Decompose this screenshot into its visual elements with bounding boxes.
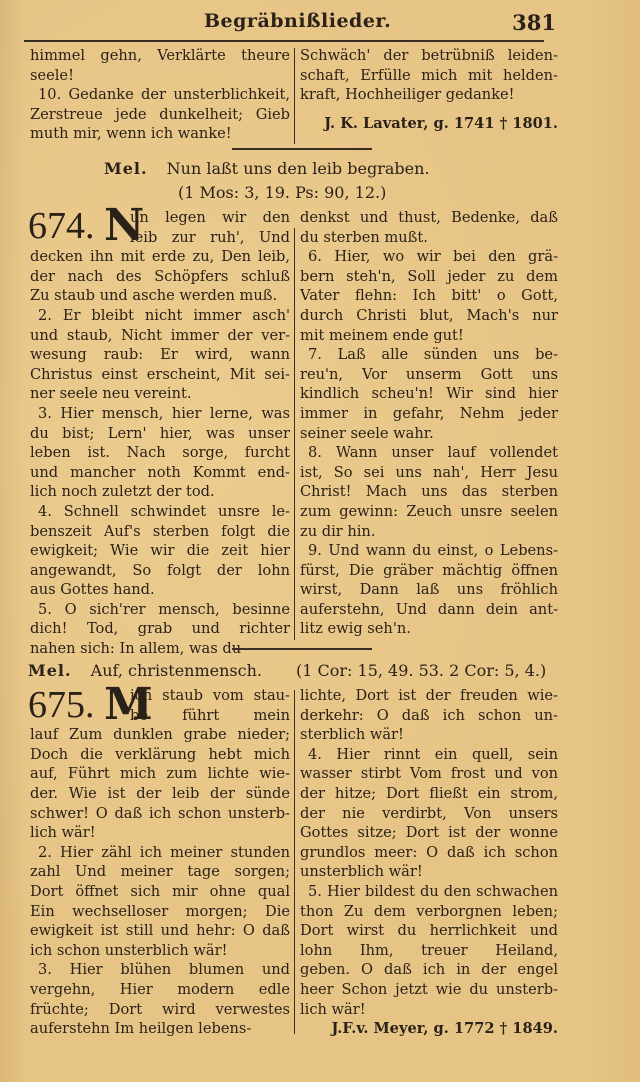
text-line: derkehr: O daß ich schon un- [300, 706, 558, 724]
text-line: wirst, Dann laß uns fröhlich [300, 581, 558, 599]
text-line: du bist; Lern' hier, was unser [30, 424, 290, 442]
text-line: seele! [30, 66, 74, 84]
text-line: leben ist. Nach sorge, furcht [30, 444, 290, 462]
text-line: 3. Hier blühen blumen und [38, 961, 290, 979]
text-line: Zu staub und asche werden muß. [30, 287, 278, 305]
text-line: reu'n, Vor unserm Gott uns [300, 365, 558, 383]
text-line: kraft, Hochheiliger gedanke! [300, 86, 515, 104]
text-line: fürst, Die gräber mächtig öffnen [300, 561, 558, 579]
text-line: Vater flehn: Ich bitt' o Gott, [300, 287, 558, 305]
text-line: lich wär! [30, 824, 96, 842]
text-line: litz ewig seh'n. [300, 620, 411, 638]
author-attribution: J. K. Lavater, g. 1741 † 1801. [324, 115, 558, 132]
text-line: ner seele neu vereint. [30, 385, 192, 403]
text-line: Christus einst erscheint, Mit sei- [30, 365, 290, 383]
text-line: Zerstreue jede dunkelheit; Gieb [30, 105, 290, 123]
text-line: 5. Hier bildest du den schwachen [308, 882, 558, 900]
text-line: grundlos meer: O daß ich schon [300, 843, 558, 861]
text-line: Christ! Mach uns das sterben [300, 483, 558, 501]
text-line: be führt mein [130, 706, 290, 724]
melody-line-675 [28, 661, 262, 680]
text-line: unsterblich wär! [300, 863, 423, 881]
text-line: 10. Gedanke der unsterblichkeit, [38, 86, 290, 104]
text-line: angewandt, So folgt der lohn [30, 561, 290, 579]
text-line: 7. Laß alle sünden uns be- [308, 346, 558, 364]
text-line: 2. Er bleibt nicht immer asch' [38, 306, 290, 324]
text-line: lohn Ihm, treuer Heiland, [300, 941, 558, 959]
section-rule [232, 148, 372, 150]
text-line: seiner seele wahr. [300, 424, 434, 442]
prev-hymn-author-block [300, 114, 558, 134]
melody-label: Mel. [104, 159, 148, 178]
text-line: du sterben mußt. [300, 228, 428, 246]
column-divider [294, 690, 295, 1034]
text-line: ich staub vom stau- [130, 687, 290, 704]
text-line: himmel gehn, Verklärte theure [30, 47, 290, 64]
text-line: ich schon unsterblich wär! [30, 941, 228, 959]
text-line: vergehn, Hier modern edle [30, 980, 290, 998]
text-line: Dort öffnet sich mir ohne qual [30, 882, 290, 900]
melody-title: Auf, christenmensch. [90, 661, 262, 680]
hymn-675-right-column [300, 686, 558, 1019]
melody-label: Mel. [28, 661, 72, 680]
text-line: benszeit Auf's sterben folgt die [30, 522, 290, 540]
text-line: wasser stirbt Vom frost und von [300, 765, 558, 783]
melody-line-674 [104, 159, 429, 178]
text-line: muth mir, wenn ich wanke! [30, 125, 232, 143]
text-line: aus Gottes hand. [30, 581, 155, 599]
text-line: 4. Schnell schwindet unsre le- [38, 502, 290, 520]
text-line: schwer! O daß ich schon unsterb- [30, 804, 290, 822]
prev-hymn-left-column [30, 46, 290, 144]
text-line: dich! Tod, grab und richter [30, 620, 290, 638]
text-line: und mancher noth Kommt end- [30, 463, 290, 481]
text-line: früchte; Dort wird verwestes [30, 1000, 290, 1018]
text-line: auferstehn Im heilgen lebens- [30, 1020, 252, 1038]
text-line: lich wär! [300, 1000, 366, 1018]
text-line: zahl Und meiner tage sorgen; [30, 863, 290, 881]
text-line: ewigkeit; Wie wir die zeit hier [30, 542, 290, 560]
text-line: heer Schon jetzt wie du unsterb- [300, 980, 558, 998]
text-line: bern steh'n, Soll jeder zu dem [300, 267, 558, 285]
text-line: sterblich wär! [300, 726, 404, 744]
prev-hymn-right-column [300, 46, 558, 105]
text-line: schaft, Erfülle mich mit helden- [300, 66, 558, 84]
text-line: un legen wir den [130, 209, 290, 226]
text-line: wesung raub: Er wird, wann [30, 346, 290, 364]
text-line: lauf Zum dunklen grabe nieder; [30, 726, 290, 744]
text-line: 4. Hier rinnt ein quell, sein [308, 745, 558, 763]
text-line: kindlich scheu'n! Wir sind hier [300, 385, 558, 403]
text-line: thon Zu dem verborgnen leben; [300, 902, 558, 920]
text-line: lichte, Dort ist der freuden wie- [300, 687, 558, 704]
text-line: 9. Und wann du einst, o Lebens- [308, 542, 558, 560]
hymn-number-674: 674. [28, 205, 95, 247]
text-line: 2. Hier zähl ich meiner stunden [38, 843, 290, 861]
text-line: auferstehn, Und dann dein ant- [300, 600, 558, 618]
text-line: auf, Führt mich zum lichte wie- [30, 765, 290, 783]
text-line: 8. Wann unser lauf vollendet [308, 444, 558, 462]
hymn-674-right-column [300, 208, 558, 639]
text-line: der nie verdirbt, Von unsers [300, 804, 558, 822]
text-line: der hitze; Dort fließt ein strom, [300, 784, 558, 802]
text-line: 3. Hier mensch, hier lerne, was [38, 404, 290, 422]
text-line: ewigkeit ist still und hehr: O daß [30, 922, 290, 940]
text-line: immer in gefahr, Nehm jeder [300, 404, 558, 422]
running-title: Begräbnißlieder. [204, 10, 392, 32]
scripture-references-674: (1 Mos: 3, 19. Ps: 90, 12.) [178, 183, 387, 202]
hymn-675-author-block [300, 1019, 558, 1039]
text-line: Gottes sitze; Dort ist der wonne [300, 824, 558, 842]
author-attribution: J.F.v. Meyer, g. 1772 † 1849. [331, 1020, 558, 1037]
scripture-references-675: (1 Cor: 15, 49. 53. 2 Cor: 5, 4.) [296, 661, 547, 680]
running-head [24, 10, 556, 38]
text-line: nahen sich: In allem, was du [30, 640, 242, 658]
column-divider [294, 228, 295, 640]
dropcap-674: N [104, 200, 145, 251]
melody-title: Nun laßt uns den leib begraben. [166, 159, 430, 178]
text-line: decken ihn mit erde zu, Den leib, [30, 248, 290, 266]
text-line: denkst und thust, Bedenke, daß [300, 209, 558, 226]
text-line: Schwäch' der betrübniß leiden- [300, 47, 558, 64]
column-divider [294, 48, 295, 144]
text-line: zum gewinn: Zeuch unsre seelen [300, 502, 558, 520]
text-line: zu dir hin. [300, 522, 376, 540]
dropcap-675: M [104, 679, 153, 730]
text-line: Dort wirst du herrlichkeit und [300, 922, 558, 940]
text-line: der. Wie ist der leib der sünde [30, 784, 290, 802]
text-line: mit meinem ende gut! [300, 326, 464, 344]
hymn-674-left-column [28, 205, 290, 659]
text-line: leib zur ruh', Und [130, 228, 290, 246]
text-line: und staub, Nicht immer der ver- [30, 326, 290, 344]
text-line: 5. O sich'rer mensch, besinne [38, 600, 290, 618]
text-line: Ein wechselloser morgen; Die [30, 902, 290, 920]
section-rule [232, 648, 372, 650]
page-number: 381 [512, 10, 556, 35]
text-line: der nach des Schöpfers schluß [30, 267, 290, 285]
text-line: durch Christi blut, Mach's nur [300, 306, 558, 324]
hymn-number-675: 675. [28, 684, 95, 726]
text-line: geben. O daß ich in der engel [300, 961, 558, 979]
text-line: ist, So sei uns nah', Herr Jesu [300, 463, 558, 481]
hymn-675-left-column [30, 686, 290, 1039]
header-rule [24, 40, 544, 42]
text-line: 6. Hier, wo wir bei den grä- [308, 248, 558, 266]
text-line: Doch die verklärung hebt mich [30, 745, 290, 763]
text-line: lich noch zuletzt der tod. [30, 483, 215, 501]
